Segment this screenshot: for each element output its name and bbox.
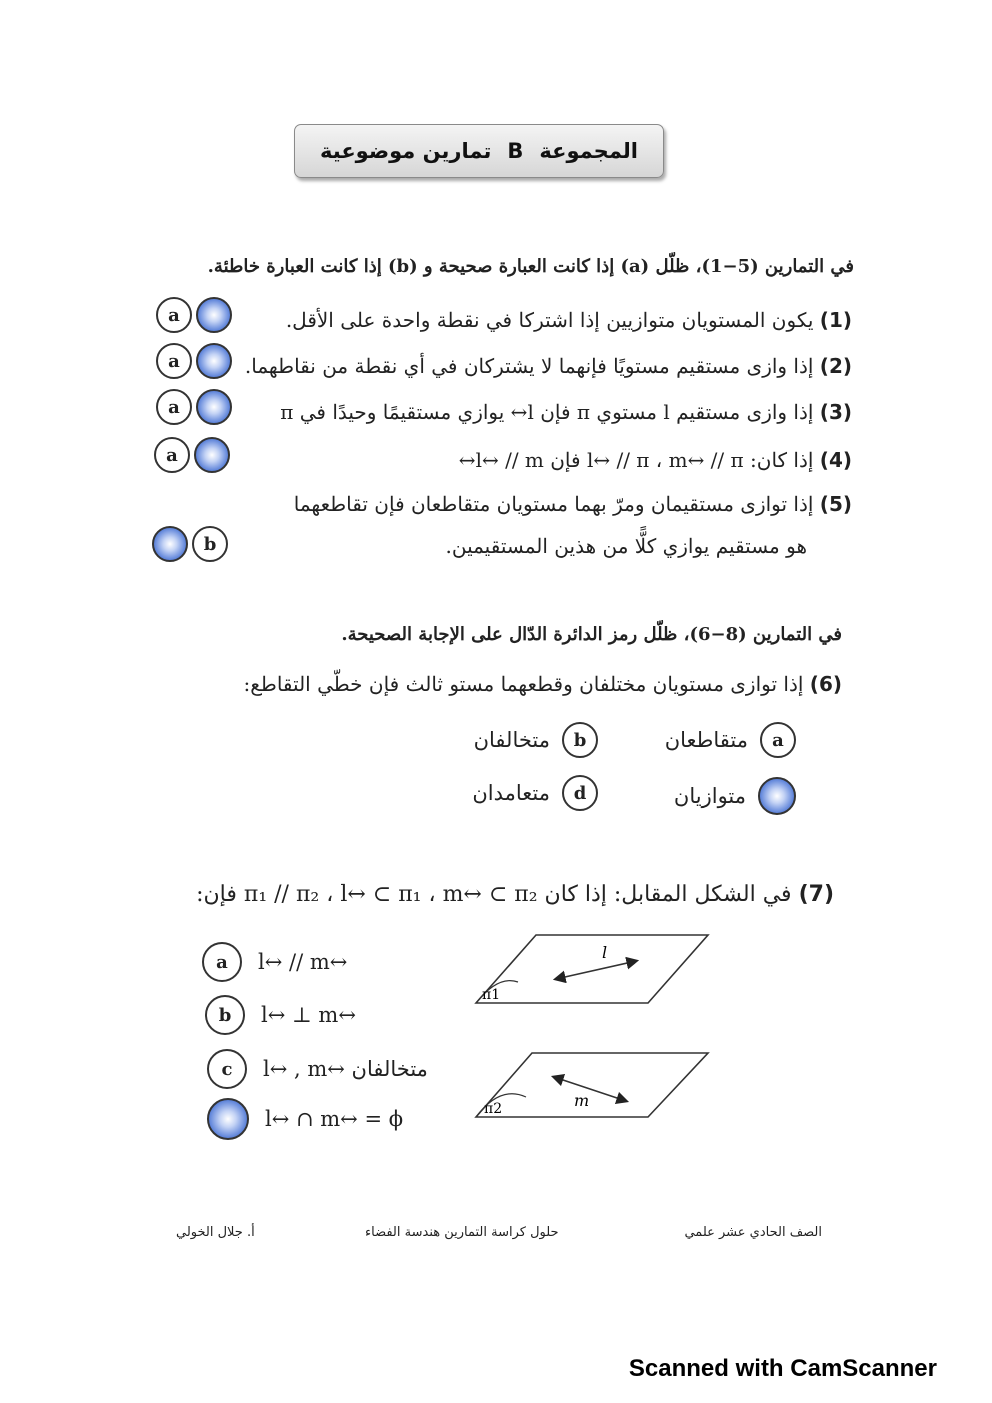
option-expression: l↔ , m↔ متخالفان bbox=[263, 1057, 428, 1081]
option-expression: l↔ // m↔ bbox=[258, 950, 348, 974]
question-text: يكون المستويان متوازيين إذا اشتركا في نقطة واحدة على الأقل. bbox=[285, 308, 814, 332]
question-text: إذا وازى مستقيم مستويًا فإنهما لا يشتركان في أي نقطة من نقاطهما. bbox=[244, 354, 814, 378]
q6-option-b[interactable] bbox=[474, 722, 598, 758]
question-number: (6) bbox=[809, 672, 842, 696]
answer-circles-4 bbox=[154, 437, 230, 473]
option-b-circle[interactable]: b bbox=[562, 722, 598, 758]
camscanner-watermark: Scanned with CamScanner bbox=[628, 1355, 937, 1382]
option-a-circle[interactable]: a bbox=[156, 297, 192, 333]
option-a-circle[interactable]: a bbox=[156, 389, 192, 425]
question-text: في الشكل المقابل: إذا كان π₁ // π₂ ، l↔ ⊂ π₁ ، m↔ ⊂ π₂ فإن: bbox=[196, 882, 792, 907]
option-c-circle-shaded[interactable] bbox=[758, 777, 796, 815]
section-title-box bbox=[294, 124, 664, 178]
section2-instruction: في التمارين (8−6)، ظلّل رمز الدائرة الدّال على الإجابة الصحيحة. bbox=[341, 624, 842, 645]
question-number: (7) bbox=[798, 882, 834, 907]
footer-author: أ. جلال الخولي bbox=[176, 1225, 255, 1240]
question-number: (3) bbox=[819, 400, 852, 424]
footer-class: الصف الحادي عشر علمي bbox=[684, 1225, 822, 1240]
q7-option-c[interactable] bbox=[207, 1049, 428, 1089]
group-letter: B bbox=[507, 139, 524, 163]
question-text: إذا وازى مستقيم l مستوي π فإن l↔ يوازي مستقيمًا وحيدًا في π bbox=[280, 400, 814, 424]
question-3 bbox=[280, 400, 852, 424]
parallel-planes-figure bbox=[470, 925, 720, 1125]
option-a-circle[interactable]: a bbox=[760, 722, 796, 758]
question-text: إذا توازى مستقيمان ومرّ بهما مستويان متقاطعان فإن تقاطعهما bbox=[293, 492, 814, 516]
option-a-circle[interactable]: a bbox=[202, 942, 242, 982]
option-b-circle-shaded[interactable] bbox=[194, 437, 230, 473]
option-a-circle[interactable]: a bbox=[156, 343, 192, 379]
answer-circles-3 bbox=[156, 389, 232, 425]
q6-option-a[interactable] bbox=[665, 722, 796, 758]
answer-circles-5 bbox=[152, 526, 228, 562]
line-m-label: m bbox=[574, 1091, 590, 1110]
option-b-circle-shaded[interactable] bbox=[196, 297, 232, 333]
option-label: متقاطعان bbox=[664, 728, 748, 752]
option-d-circle[interactable]: d bbox=[562, 775, 598, 811]
question-text: إذا كان: l↔ // π ، m↔ // π فإن l↔ // m↔ bbox=[458, 448, 814, 472]
option-label: متعامدان bbox=[472, 781, 550, 805]
option-b-circle[interactable]: b bbox=[205, 995, 245, 1035]
line-m bbox=[554, 1077, 626, 1101]
question-text: إذا توازى مستويان مختلفان وقطعهما مستو ثالث فإن خطّي التقاطع: bbox=[243, 672, 804, 696]
footer-title: حلول كراسة التمارين هندسة الفضاء bbox=[365, 1225, 559, 1240]
question-number: (5) bbox=[819, 492, 852, 516]
plane-1 bbox=[476, 935, 708, 1003]
option-b-circle[interactable]: b bbox=[192, 526, 228, 562]
answer-circles-2 bbox=[156, 343, 232, 379]
option-b-circle-shaded[interactable] bbox=[196, 343, 232, 379]
option-label: متخالفان bbox=[473, 728, 550, 752]
plane-1-label: π1 bbox=[482, 987, 501, 1003]
question-7 bbox=[196, 882, 834, 907]
option-b-circle-shaded[interactable] bbox=[196, 389, 232, 425]
q7-option-d[interactable] bbox=[207, 1098, 403, 1140]
plane-2-label: π2 bbox=[484, 1101, 503, 1117]
q7-option-a[interactable] bbox=[202, 942, 347, 982]
question-number: (4) bbox=[819, 448, 852, 472]
option-c-circle[interactable]: c bbox=[207, 1049, 247, 1089]
section1-instruction: في التمارين (5−1)، ظلّل (a) إذا كانت العبارة صحيحة و (b) إذا كانت العبارة خاطئة. bbox=[207, 256, 854, 277]
option-a-circle-shaded[interactable] bbox=[152, 526, 188, 562]
line-l-label: l bbox=[602, 943, 608, 962]
option-label: متوازيان bbox=[673, 784, 746, 808]
question-1 bbox=[286, 308, 852, 332]
question-5 bbox=[294, 492, 852, 516]
question-number: (1) bbox=[819, 308, 852, 332]
plane-2 bbox=[476, 1053, 708, 1117]
question-5-line2: هو مستقيم يوازي كلًّا من هذين المستقيمين. bbox=[445, 534, 807, 558]
q6-option-c[interactable] bbox=[674, 777, 796, 815]
question-6 bbox=[244, 672, 842, 696]
q7-option-b[interactable] bbox=[205, 995, 356, 1035]
question-2 bbox=[245, 354, 852, 378]
option-a-circle[interactable]: a bbox=[154, 437, 190, 473]
answer-circles-1 bbox=[156, 297, 232, 333]
option-d-circle-shaded[interactable] bbox=[207, 1098, 249, 1140]
q6-option-d[interactable] bbox=[472, 775, 598, 811]
option-expression: l↔ ∩ m↔ = ϕ bbox=[265, 1107, 404, 1131]
group-subtitle: تمارين موضوعية bbox=[320, 139, 492, 163]
line-l bbox=[556, 961, 636, 979]
question-number: (2) bbox=[819, 354, 852, 378]
option-expression: l↔ ⊥ m↔ bbox=[261, 1003, 356, 1027]
group-word: المجموعة bbox=[539, 139, 638, 163]
question-4 bbox=[459, 448, 852, 472]
